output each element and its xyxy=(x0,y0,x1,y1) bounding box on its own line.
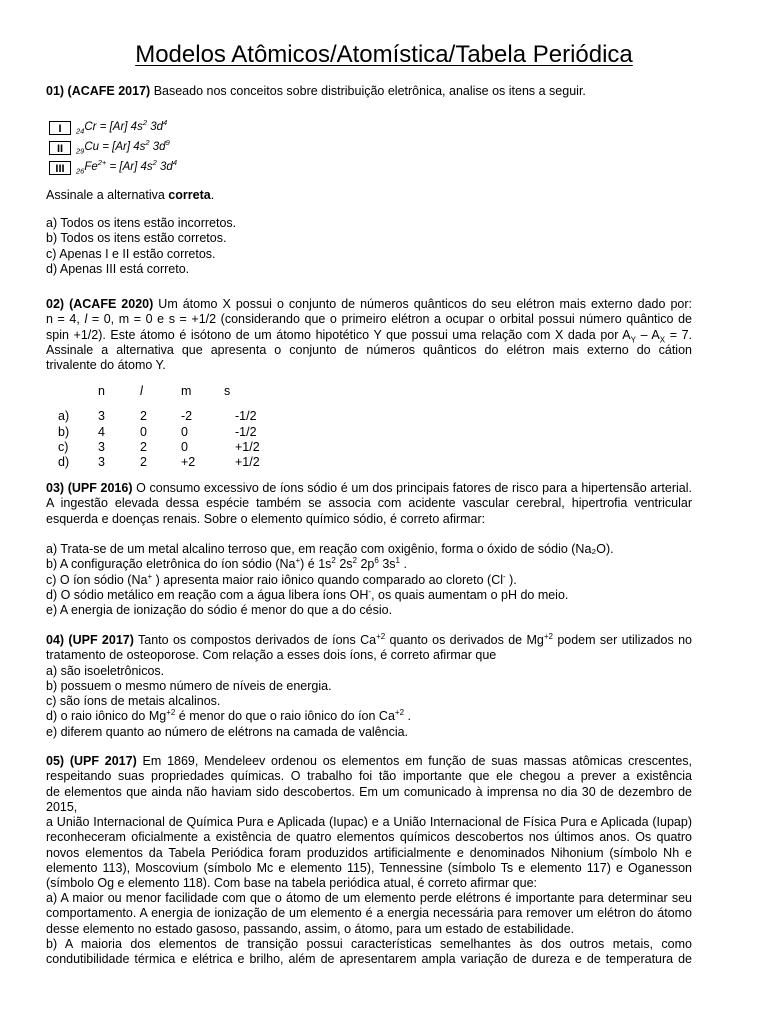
q5-line: (símbolo Og e elemento 118). Com base na tabela periódica atual, é correto afirmar que: xyxy=(46,876,538,891)
q2-line: trivalente do átomo Y. xyxy=(46,358,166,373)
q1-option-a: a) Todos os itens estão incorretos. xyxy=(46,216,237,230)
q2-header-n: n xyxy=(98,384,105,398)
q5-number: 05) (UPF 2017) xyxy=(46,754,137,768)
q1-instruction: Assinale a alternativa correta. xyxy=(46,188,215,202)
q4-option-e: e) diferem quanto ao número de elétrons na camada de valência. xyxy=(46,724,409,739)
q4-option-a: a) são isoeletrônicos. xyxy=(46,663,165,678)
q1-instruction-bold: correta xyxy=(168,188,211,202)
q2-header-s: s xyxy=(224,384,231,398)
q1-config-text: $_{26}Fe^{2+} = [Ar]$ $4s^2$ $3d^4$ xyxy=(76,158,178,176)
q2-number: 02) (ACAFE 2020) xyxy=(46,297,154,311)
q3-option-d: d) O sódio metálico em reação com a água libera íons OH-, os quais aumentam o pH do meio. xyxy=(46,586,569,602)
q3-option-a: a) Trata-se de um metal alcalino terroso que, em reação com oxigênio, forma o óxido de sódio (Na₂O). xyxy=(46,542,614,556)
q5-option-a-line: a) A maior ou menor facilidade com que o átomo de um elemento perde elétrons é importante para determinar seu xyxy=(46,891,692,905)
q5-line: de elementos que ainda não haviam sido descobertos. Em um comunicado à imprensa no dia 30 de dezembro de 2015, xyxy=(46,784,692,814)
q2-header-m: m xyxy=(181,384,192,398)
q1-config-row xyxy=(49,118,177,138)
q3-number: 03) (UPF 2016) xyxy=(46,481,133,495)
q1-config-text: $_{24}$Cr = [Ar] $4s^2$ $3d^4$ xyxy=(76,118,168,136)
q1-option-d: d) Apenas III está correto. xyxy=(46,261,190,276)
q4-line: 04) (UPF 2017) Tanto os compostos derivados de íons $Ca^{+2}$ quanto os derivados de $Mg^{+2}$ podem ser utilizados no xyxy=(46,631,692,647)
q5-option-b-line: b) A maioria dos elementos de transição possui características semelhantes às dos outros metais, como xyxy=(46,936,692,951)
q2-line: n = 4, l = 0, m = 0 e s = +1/2 (considerando que o primeiro elétron a ocupar o orbital possui número quântico de xyxy=(46,312,692,327)
document-page: Modelos Atômicos/Atomística/Tabela Periódica 01) (ACAFE 2017) Baseado nos conceitos sobre distribuição eletrônica, analise os itens a seguir. I $_{24}$Cr = [Ar] $4s^2$ $3d^4$ II $_{29}$Cu = [Ar] $4s^2$ $3d^9$ III $_{26}Fe^{2+} = [Ar]$ $4s^2$ $3d^4$ Assinale a alternativa correta. a) Todos os itens estão incorretos. b) Todos os itens estão corretos. c) Apenas I e II estão corretos. d) Apenas III está correto. 02) (ACAFE 2020) Um átomo X possui o conjunto de números quânticos do seu elétron mais externo dado por: n = 4, l = 0, m = 0 e s = +1/2 (considerando que o primeiro elétron a ocupar o orbital possui número quântico de spin +1/2). Este átomo é isótono de um átomo hipotético Y que possui uma relação com X dada por $A_Y - A_X = 7$. Assinale a alternativa que apresenta o conjunto de números quânticos do elétron mais externo do cátion trivalente do átomo Y. n l m s a) 3 2 -2 -1/2 b) 4 0 0 -1/2 c) 3 2 0 +1/2 d) 3 2 +2 +1/2 03) (UPF 2016) O consumo excessivo de íons sódio é um dos principais fatores de risco para a hipertensão arterial. A ingestão elevada dessa espécie também se associa com acidente vascular cerebral, hipertrofia ventricular esquerda e doenças renais. Sobre o elemento químico sódio, é correto afirmar: a) Trata-se de um metal alcalino terroso que, em reação com oxigênio, forma o óxido de sódio (Na₂O). b) A configuração eletrônica do íon sódio (Na+) é $1s^2$ $2s^2$ $2p^6$ $3s^1$ . c) O íon sódio (Na+ ) apresenta maior raio iônico quando comparado ao cloreto (Cl- ). d) O sódio metálico em reação com a água libera íons OH-, os quais aumentam o pH do meio. e) A energia de ionização do sódio é menor do que a do césio. 04) (UPF 2017) Tanto os compostos derivados de íons $Ca^{+2}$ quanto os derivados de $Mg^{+2}$ podem ser utilizados no tratamento de osteoporose. Com relação a esses dois íons, é correto afirmar que a) são isoeletrônicos. b) possuem o mesmo número de níveis de energia. c) são íons de metais alcalinos. d) o raio iônico do $Mg^{+2}$ é menor do que o raio iônico do íon $Ca^{+2}$ . e) diferem quanto ao número de elétrons na camada de valência. 05) (UPF 2017) Em 1869, Mendeleev ordenou os elementos em função de suas massas atômicas crescentes, respeitando suas propriedades químicas. O trabalho foi tão importante que ele chegou a prever a existência de elementos que ainda não haviam sido descobertos. Em um comunicado à imprensa no dia 30 de dezembro de 2015, a União Internacional de Química Pura e Aplicada (Iupac) e a União Internacional de Física Pura e Aplicada (Iupap) reconheceram oficialmente a existência de quatro elementos químicos descobertos nos últimos anos. Os quatro novos elementos da Tabela Periódica foram produzidos artificialmente e denominados Nihonium (símbolo Nh e elemento 113), Moscovium (símbolo Mc e elemento 115), Tennessine (símbolo Ts e elemento 117) e Oganesson (símbolo Og e elemento 118). Com base na tabela periódica atual, é correto afirmar que: a) A maior ou menor facilidade com que o átomo de um elemento perde elétrons é importante para determinar seu comportamento. A energia de ionização de um elemento é a energia necessária para remover um elétron do átomo desse elemento no estado gasoso, passando, assim, o átomo, para um estado de estabilidade. b) A maioria dos elementos de transição possui características semelhantes às dos outros metais, como condutibilidade térmica e elétrica e brilho, além de apresentarem ampla variação de dureza e de temperatura de xyxy=(0,0,768,1024)
q4-option-c: c) são íons de metais alcalinos. xyxy=(46,694,221,709)
q3-line: esquerda e doenças renais. Sobre o elemento químico sódio, é correto afirmar: xyxy=(46,511,486,526)
q1-config-text: $_{29}$Cu = [Ar] $4s^2$ $3d^9$ xyxy=(76,138,170,156)
q3-option-b: b) A configuração eletrônica do íon sódio (Na+) é $1s^2$ $2s^2$ $2p^6$ $3s^1$ . xyxy=(46,556,407,572)
q1-option-b: b) Todos os itens estão corretos. xyxy=(46,231,227,246)
q4-option-b: b) possuem o mesmo número de níveis de energia. xyxy=(46,678,332,693)
q2-header-l: l xyxy=(140,384,143,398)
q4-line: tratamento de osteoporose. Com relação a esses dois íons, é correto afirmar que xyxy=(46,648,497,663)
q1-option-c: c) Apenas I e II estão corretos. xyxy=(46,246,216,261)
q2-statement xyxy=(46,297,692,373)
q4-option-d: d) o raio iônico do $Mg^{+2}$ é menor do que o raio iônico do íon $Ca^{+2}$ . xyxy=(46,708,411,724)
q4-statement xyxy=(46,633,692,740)
q1-config-row xyxy=(49,158,177,178)
page-title: Modelos Atômicos/Atomística/Tabela Periódica xyxy=(135,41,633,68)
q1-number: 01) (ACAFE 2017) xyxy=(46,84,151,98)
q3-option-c: c) O íon sódio (Na+ ) apresenta maior raio iônico quando comparado ao cloreto (Cl- ). xyxy=(46,571,517,587)
q3-line: A ingestão elevada dessa espécie também se associa com acidente vascular cerebral, hipertrofia ventricular xyxy=(46,496,692,511)
q1-config-row xyxy=(49,138,177,158)
q1-statement-text: Baseado nos conceitos sobre distribuição eletrônica, analise os itens a seguir. xyxy=(153,84,586,98)
q5-line: elemento 113), Moscovium (símbolo Mc e elemento 115), Tennessine (símbolo Ts e elemento 117) e Oganesson xyxy=(46,861,692,876)
q3-line: 03) (UPF 2016) O consumo excessivo de íons sódio é um dos principais fatores de risco para a hipertensão arterial. xyxy=(46,481,692,495)
q5-line: 05) (UPF 2017) Em 1869, Mendeleev ordenou os elementos em função de suas massas atômicas crescentes, xyxy=(46,754,693,768)
q3-option-e: e) A energia de ionização do sódio é menor do que a do césio. xyxy=(46,603,393,618)
q5-line: a União Internacional de Química Pura e Aplicada (Iupac) e a União Internacional de Física Pura e Aplicada (Iupap) xyxy=(46,815,692,830)
q1-roman-label: I xyxy=(49,121,71,135)
q5-line: reconheceram oficialmente a existência de quatro elementos químicos descobertos nos últimos anos. Os quatro xyxy=(46,830,692,845)
q5-line: novos elementos da Tabela Periódica foram produzidos artificialmente e denominados Nihonium (símbolo Nh e xyxy=(46,845,692,860)
q2-line: spin +1/2). Este átomo é isótono de um átomo hipotético Y que possui uma relação com X dada por $A_Y - A_X = 7$. xyxy=(46,327,693,345)
q1-roman-label: II xyxy=(49,141,71,155)
q2-line: 02) (ACAFE 2020) Um átomo X possui o conjunto de números quânticos do seu elétron mais externo dado por: xyxy=(46,297,693,311)
q1-config-table xyxy=(49,118,177,178)
q3-options xyxy=(46,542,692,618)
q5-option-b-line: condutibilidade térmica e elétrica e brilho, além de apresentarem ampla variação de dureza e de temperatura de xyxy=(46,952,692,967)
q5-line: respeitando suas propriedades químicas. O trabalho foi tão importante que ele chegou a prever a existência xyxy=(46,769,692,784)
q3-statement xyxy=(46,481,692,527)
q2-line: Assinale a alternativa que apresenta o conjunto de números quânticos do elétron mais externo do cátion xyxy=(46,342,692,357)
q5-option-a-line: desse elemento no estado gasoso, passando, assim, o átomo, para um estado de estabilidade. xyxy=(46,921,575,936)
q4-number: 04) (UPF 2017) xyxy=(46,633,134,647)
q1-options xyxy=(46,216,692,277)
q5-options xyxy=(46,891,692,967)
q1-statement xyxy=(46,84,692,99)
q5-statement xyxy=(46,754,692,892)
q5-option-a-line: comportamento. A energia de ionização de um elemento é a energia necessária para remover um elétron do átomo xyxy=(46,906,692,921)
q1-roman-label: III xyxy=(49,161,71,175)
